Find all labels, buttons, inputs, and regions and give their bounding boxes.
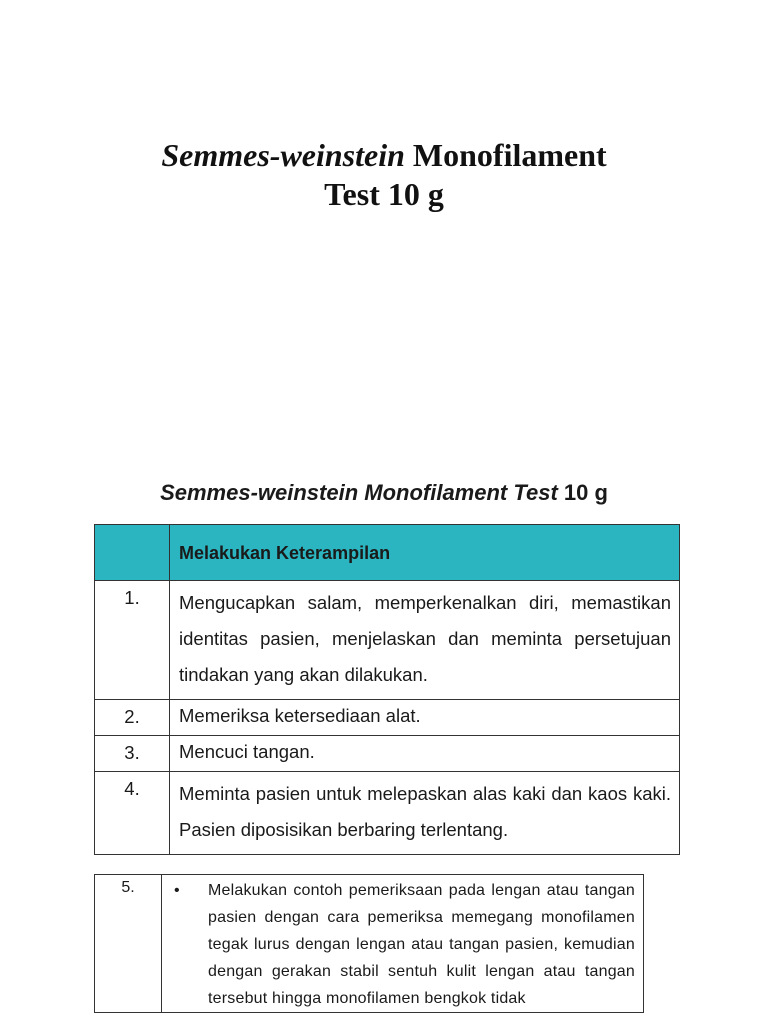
page-title — [0, 136, 768, 214]
table-row — [95, 875, 644, 1013]
table-row — [95, 772, 680, 855]
row-text: Mencuci tangan. — [170, 736, 680, 772]
header-number-cell — [95, 525, 170, 581]
table-heading — [0, 480, 768, 506]
table-row — [95, 700, 680, 736]
table-row — [95, 736, 680, 772]
row-bullet-cell — [162, 875, 644, 1013]
table-header-row — [95, 525, 680, 581]
row-text: Mengucapkan salam, memperkenalkan diri, memastikan identitas pasien, menjelaskan dan meminta persetujuan tindakan yang akan dilakukan. — [170, 581, 680, 700]
row-number: 1. — [95, 581, 170, 700]
bullet-item — [174, 877, 635, 1012]
bullet-dot: • — [174, 882, 180, 899]
page-title-line2: Test 10 g — [324, 176, 444, 212]
page-title-normal: Monofilament — [412, 137, 607, 173]
table-row — [95, 581, 680, 700]
row-number: 4. — [95, 772, 170, 855]
skills-table — [94, 524, 680, 855]
row-number: 2. — [95, 700, 170, 736]
page-title-italic: Semmes-weinstein — [161, 137, 405, 173]
table-heading-normal: 10 g — [563, 480, 608, 505]
table-heading-italic: Semmes-weinstein Monofilament Test — [160, 480, 558, 505]
bullet-text: Melakukan contoh pemeriksaan pada lengan atau tangan pasien dengan cara pemeriksa memegang monofilamen tegak lurus dengan lengan atau tangan pasien, kemudian dengan gerakan stabil sentuh kulit lengan atau tangan tersebut hingga monofilamen bengkok tidak — [208, 882, 635, 1007]
header-label-cell: Melakukan Keterampilan — [170, 525, 680, 581]
skills-table-continued — [94, 874, 644, 1013]
row-text: Memeriksa ketersediaan alat. — [170, 700, 680, 736]
row-number: 3. — [95, 736, 170, 772]
row-number: 5. — [95, 875, 162, 1013]
row-text: Meminta pasien untuk melepaskan alas kaki dan kaos kaki. Pasien diposisikan berbaring terlentang. — [170, 772, 680, 855]
